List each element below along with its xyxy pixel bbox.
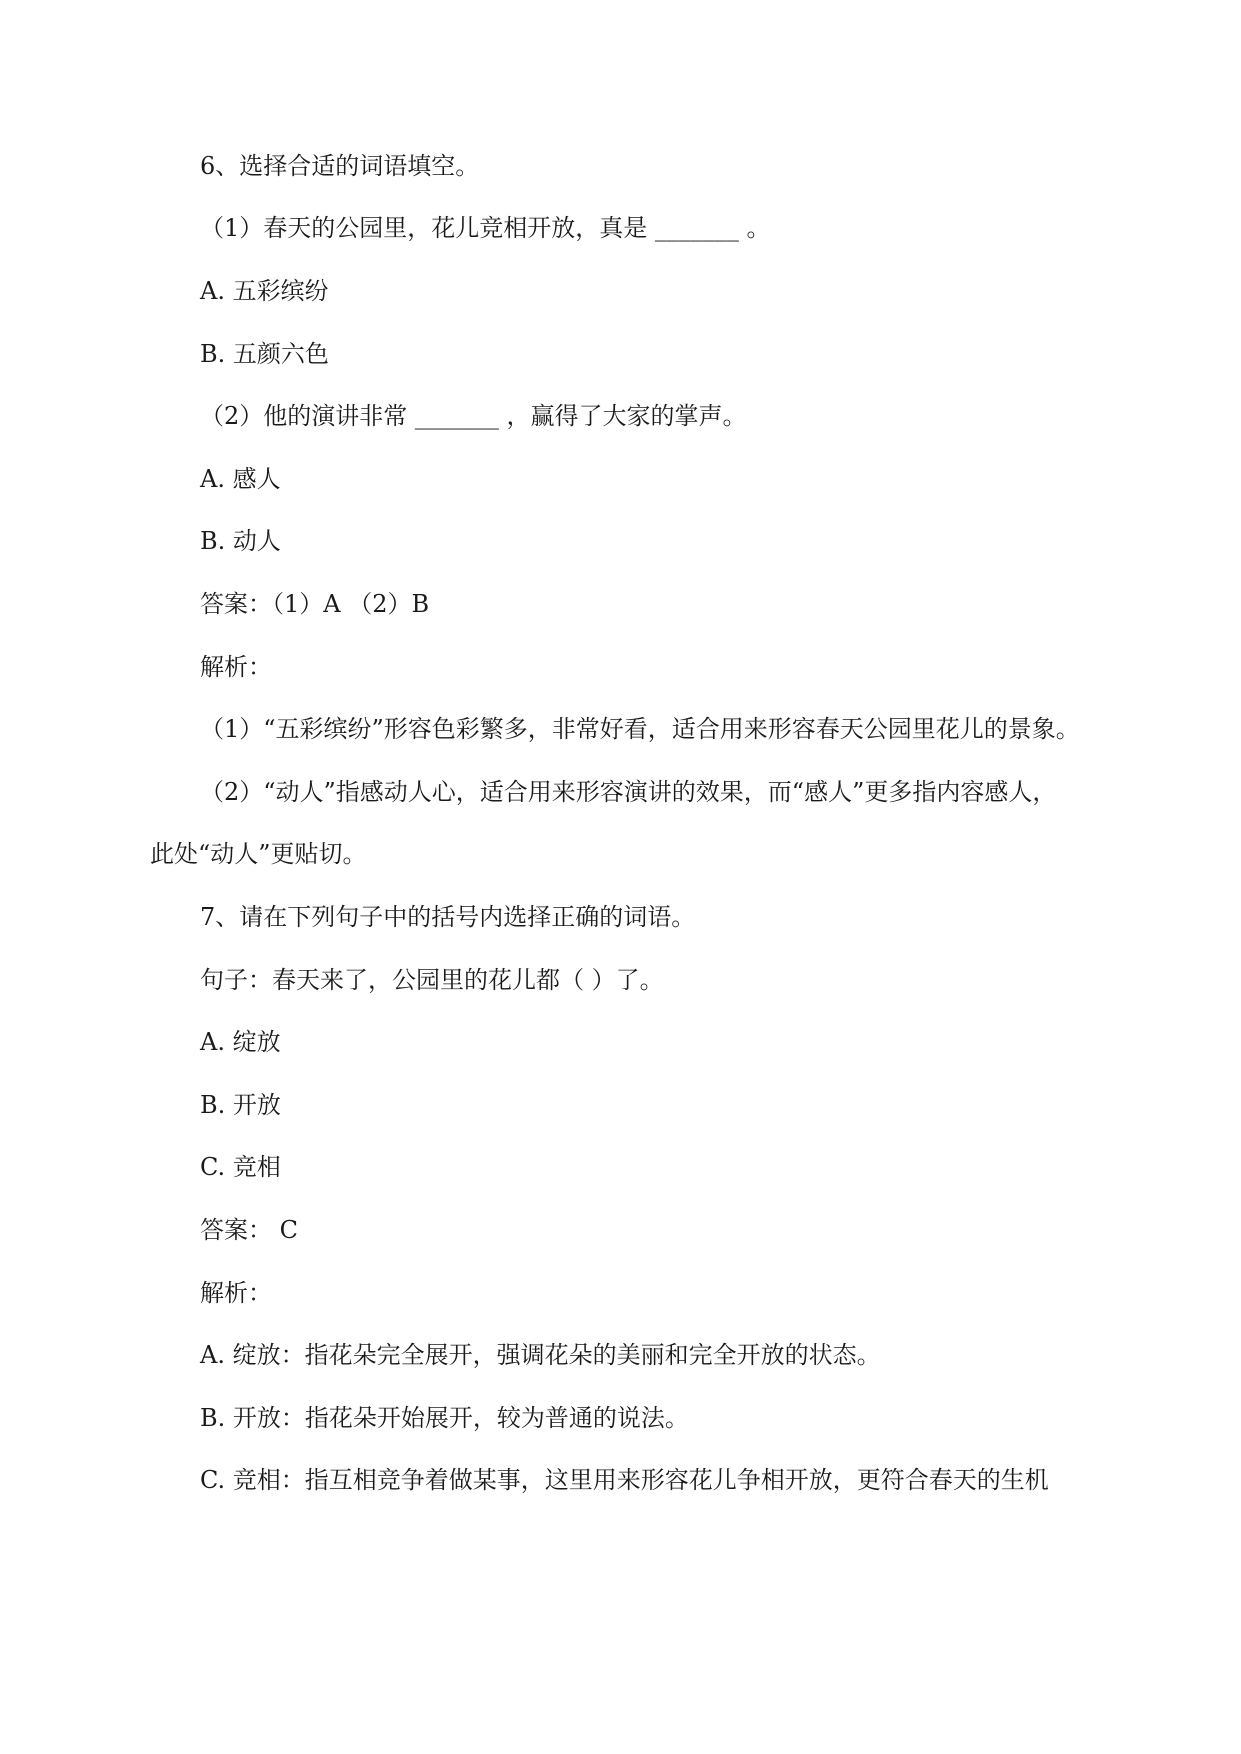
question-7-analysis-b: B. 开放：指花朵开始展开，较为普通的说法。 [200, 1404, 689, 1432]
question-6-analysis-2-continued: 此处“动人”更贴切。 [150, 840, 367, 868]
question-7-analysis-a: A. 绽放：指花朵完全展开，强调花朵的美丽和完全开放的状态。 [200, 1341, 881, 1369]
question-7-option-c: C. 竞相 [200, 1153, 281, 1181]
question-7-analysis-label: 解析： [200, 1279, 272, 1307]
question-7-option-a: A. 绽放 [200, 1028, 281, 1056]
question-6-2-option-b: B. 动人 [200, 527, 281, 555]
question-6-analysis-1: （1）“五彩缤纷”形容色彩繁多，非常好看，适合用来形容春天公园里花儿的景象。 [200, 715, 1080, 743]
question-6-analysis-label: 解析： [200, 653, 272, 681]
question-6-sentence-1: （1）春天的公园里，花儿竞相开放，真是 _______ 。 [200, 214, 771, 242]
question-6-heading: 6、选择合适的词语填空。 [200, 152, 480, 180]
question-6-1-option-a: A. 五彩缤纷 [200, 277, 329, 305]
question-6-1-option-b: B. 五颜六色 [200, 340, 329, 368]
question-7-analysis-c: C. 竞相：指互相竞争着做某事，这里用来形容花儿争相开放，更符合春天的生机 [200, 1466, 1049, 1494]
question-6-sentence-2: （2）他的演讲非常 _______ ，赢得了大家的掌声。 [200, 402, 747, 430]
question-7-heading: 7、请在下列句子中的括号内选择正确的词语。 [200, 903, 696, 931]
question-7-option-b: B. 开放 [200, 1091, 281, 1119]
question-7-sentence: 句子：春天来了，公园里的花儿都（ ）了。 [200, 966, 664, 994]
question-6-2-option-a: A. 感人 [200, 465, 281, 493]
question-6-answer: 答案：（1）A （2）B [200, 590, 430, 618]
question-7-answer: 答案： C [200, 1216, 298, 1244]
question-6-analysis-2: （2）“动人”指感动人心，适合用来形容演讲的效果，而“感人”更多指内容感人， [200, 778, 1057, 806]
